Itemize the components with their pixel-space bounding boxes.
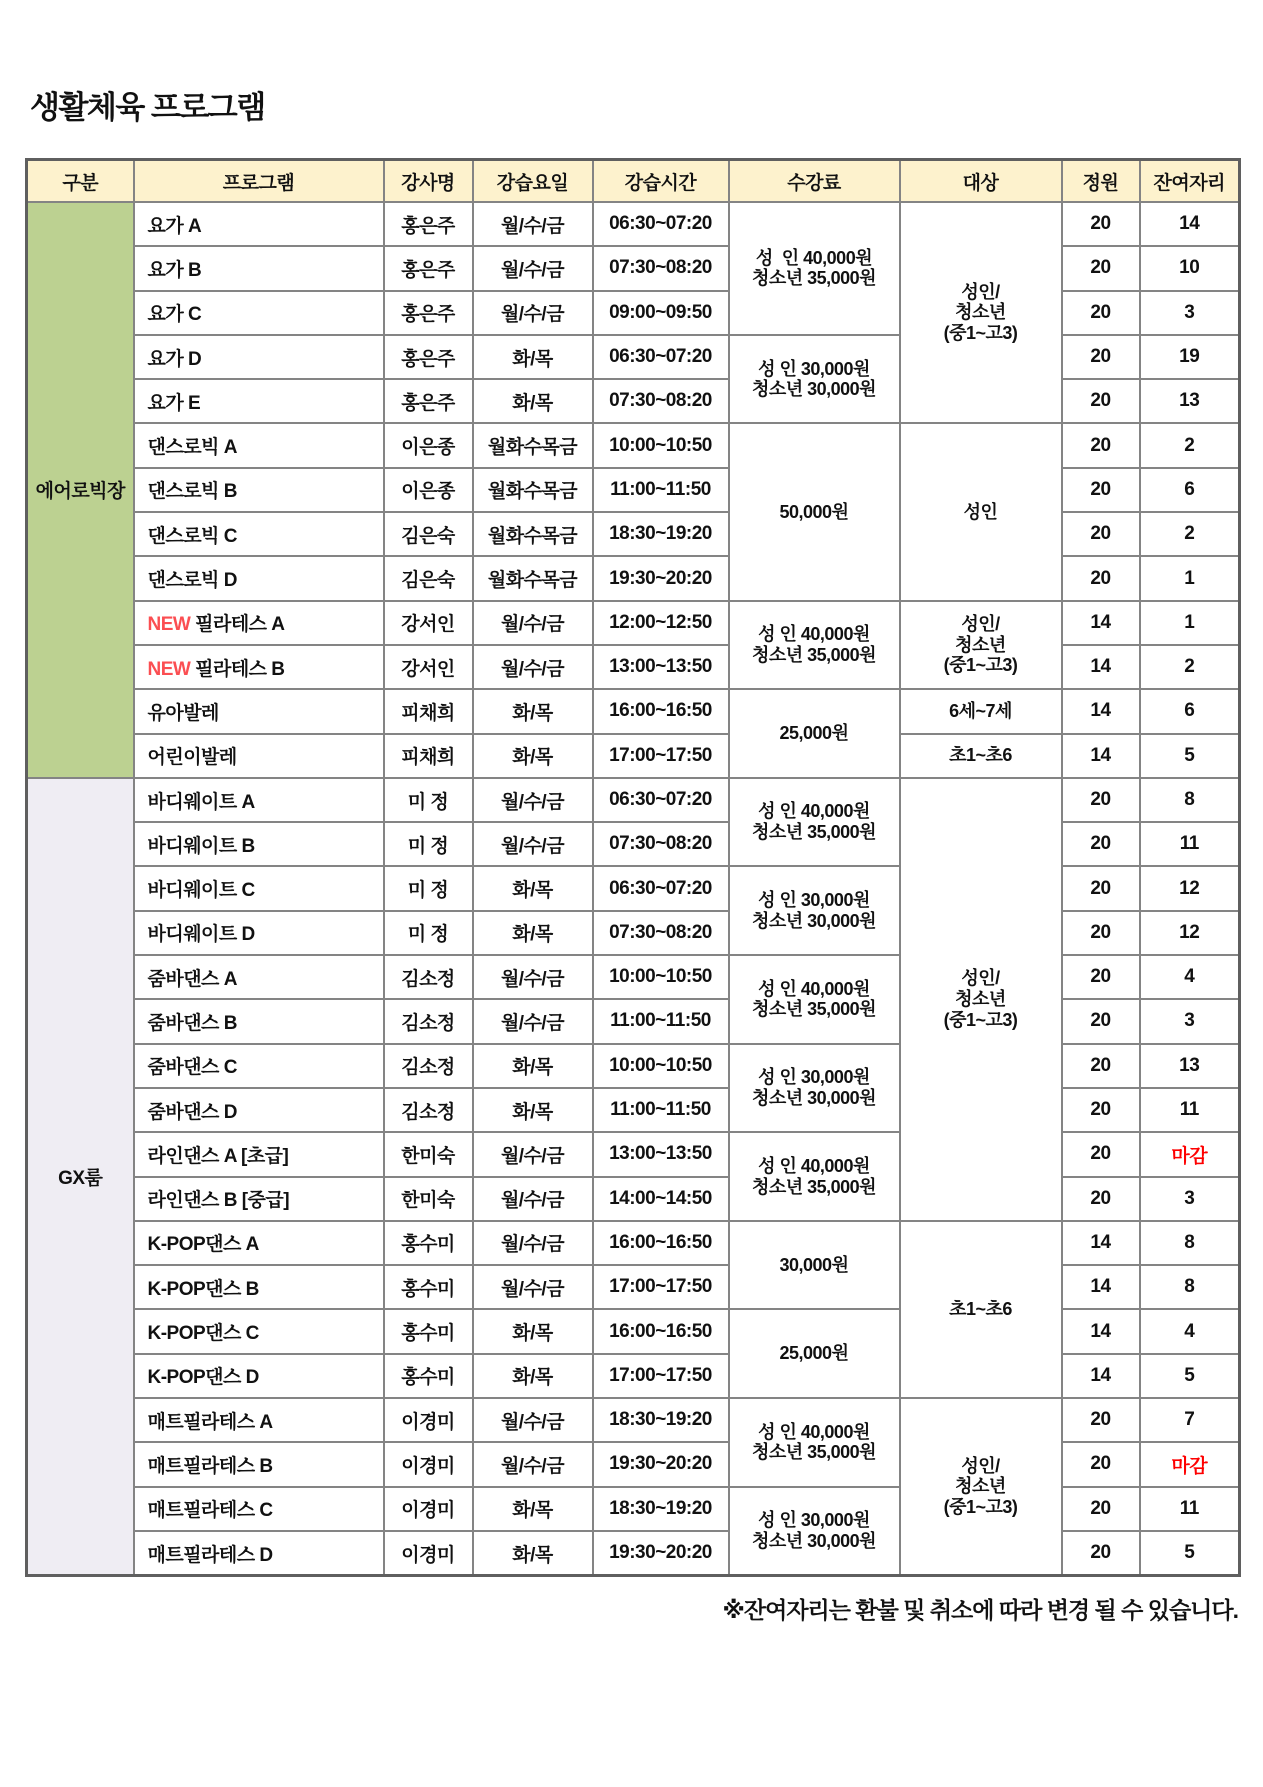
time-cell: 10:00~10:50 (593, 955, 729, 999)
instructor-cell: 홍수미 (384, 1221, 473, 1265)
seats-cell: 2 (1140, 512, 1240, 556)
days-cell: 월/수/금 (473, 1177, 593, 1221)
days-cell: 월화수목금 (473, 556, 593, 600)
capacity-cell: 20 (1062, 556, 1140, 600)
capacity-cell: 14 (1062, 601, 1140, 645)
capacity-cell: 14 (1062, 1354, 1140, 1398)
days-cell: 화/목 (473, 911, 593, 955)
fee-cell: 성 인 30,000원 청소년 30,000원 (729, 1487, 900, 1576)
time-cell: 19:30~20:20 (593, 556, 729, 600)
days-cell: 화/목 (473, 734, 593, 778)
target-cell: 초1~초6 (900, 734, 1062, 778)
days-cell: 월/수/금 (473, 999, 593, 1043)
capacity-cell: 20 (1062, 512, 1140, 556)
capacity-cell: 14 (1062, 689, 1140, 733)
seats-cell: 5 (1140, 734, 1240, 778)
seats-cell: 8 (1140, 778, 1240, 822)
instructor-cell: 피채희 (384, 734, 473, 778)
seats-cell: 3 (1140, 1177, 1240, 1221)
program-cell: 요가 B (134, 246, 384, 290)
instructor-cell: 이은종 (384, 423, 473, 467)
table-body (27, 202, 1240, 1576)
capacity-cell: 20 (1062, 1132, 1140, 1176)
program-cell (134, 601, 384, 645)
time-cell: 17:00~17:50 (593, 734, 729, 778)
time-cell: 19:30~20:20 (593, 1442, 729, 1486)
new-badge: NEW (147, 658, 196, 680)
time-cell: 18:30~19:20 (593, 1398, 729, 1442)
table-row (27, 778, 1240, 822)
fee-cell: 성 인 30,000원 청소년 30,000원 (729, 866, 900, 955)
days-cell: 월/수/금 (473, 291, 593, 335)
program-cell: K-POP댄스 A (134, 1221, 384, 1265)
capacity-cell: 20 (1062, 1044, 1140, 1088)
days-cell: 월/수/금 (473, 202, 593, 246)
capacity-cell: 20 (1062, 246, 1140, 290)
instructor-cell: 홍수미 (384, 1265, 473, 1309)
instructor-cell: 미 정 (384, 822, 473, 866)
days-cell: 월/수/금 (473, 246, 593, 290)
program-cell: 댄스로빅 D (134, 556, 384, 600)
instructor-cell: 김소정 (384, 999, 473, 1043)
instructor-cell: 미 정 (384, 778, 473, 822)
days-cell: 화/목 (473, 1487, 593, 1531)
instructor-cell: 강서인 (384, 601, 473, 645)
program-cell: 매트필라테스 A (134, 1398, 384, 1442)
seats-cell: 4 (1140, 955, 1240, 999)
program-cell: 바디웨이트 D (134, 911, 384, 955)
seats-cell: 13 (1140, 379, 1240, 423)
target-cell: 초1~초6 (900, 1221, 1062, 1398)
program-cell: 매트필라테스 D (134, 1531, 384, 1576)
target-cell: 성인/ 청소년 (중1~고3) (900, 202, 1062, 423)
days-cell: 월/수/금 (473, 1221, 593, 1265)
time-cell: 07:30~08:20 (593, 911, 729, 955)
seats-cell: 5 (1140, 1354, 1240, 1398)
program-cell: 줌바댄스 D (134, 1088, 384, 1132)
fee-cell: 성 인 40,000원 청소년 35,000원 (729, 778, 900, 867)
instructor-cell: 이경미 (384, 1398, 473, 1442)
table-row (27, 423, 1240, 467)
seats-cell: 1 (1140, 556, 1240, 600)
days-cell: 월/수/금 (473, 601, 593, 645)
seats-cell: 14 (1140, 202, 1240, 246)
instructor-cell: 김은숙 (384, 556, 473, 600)
seats-cell: 11 (1140, 1088, 1240, 1132)
days-cell: 월/수/금 (473, 645, 593, 689)
seats-cell: 3 (1140, 291, 1240, 335)
program-cell (134, 645, 384, 689)
seats-cell: 8 (1140, 1265, 1240, 1309)
program-cell: 요가 C (134, 291, 384, 335)
instructor-cell: 이경미 (384, 1531, 473, 1576)
seats-cell: 11 (1140, 822, 1240, 866)
time-cell: 16:00~16:50 (593, 1309, 729, 1353)
days-cell: 화/목 (473, 1309, 593, 1353)
capacity-cell: 20 (1062, 1442, 1140, 1486)
capacity-cell: 20 (1062, 291, 1140, 335)
time-cell: 11:00~11:50 (593, 468, 729, 512)
seats-cell: 마감 (1140, 1132, 1240, 1176)
time-cell: 09:00~09:50 (593, 291, 729, 335)
time-cell: 06:30~07:20 (593, 866, 729, 910)
capacity-cell: 20 (1062, 822, 1140, 866)
time-cell: 07:30~08:20 (593, 379, 729, 423)
days-cell: 월/수/금 (473, 1442, 593, 1486)
table-header (27, 160, 1240, 203)
program-cell: 줌바댄스 A (134, 955, 384, 999)
seats-cell: 13 (1140, 1044, 1240, 1088)
fee-cell: 성 인 30,000원 청소년 30,000원 (729, 1044, 900, 1133)
time-cell: 17:00~17:50 (593, 1265, 729, 1309)
capacity-cell: 20 (1062, 999, 1140, 1043)
fee-cell: 성 인 40,000원 청소년 35,000원 (729, 601, 900, 690)
table-row (27, 202, 1240, 246)
capacity-cell: 20 (1062, 1531, 1140, 1576)
instructor-cell: 홍은주 (384, 335, 473, 379)
time-cell: 16:00~16:50 (593, 689, 729, 733)
program-cell: 요가 A (134, 202, 384, 246)
program-cell: 유아발레 (134, 689, 384, 733)
seats-cell: 7 (1140, 1398, 1240, 1442)
col-header-capacity: 정원 (1062, 160, 1140, 203)
program-cell: 어린이발레 (134, 734, 384, 778)
instructor-cell: 미 정 (384, 866, 473, 910)
time-cell: 19:30~20:20 (593, 1531, 729, 1576)
time-cell: 07:30~08:20 (593, 822, 729, 866)
seats-cell: 19 (1140, 335, 1240, 379)
target-cell: 성인/ 청소년 (중1~고3) (900, 778, 1062, 1221)
seats-cell: 12 (1140, 911, 1240, 955)
days-cell: 화/목 (473, 1354, 593, 1398)
col-header-days: 강습요일 (473, 160, 593, 203)
time-cell: 12:00~12:50 (593, 601, 729, 645)
instructor-cell: 홍은주 (384, 246, 473, 290)
seats-cell: 8 (1140, 1221, 1240, 1265)
seats-cell: 11 (1140, 1487, 1240, 1531)
instructor-cell: 피채희 (384, 689, 473, 733)
capacity-cell: 20 (1062, 866, 1140, 910)
capacity-cell: 20 (1062, 1398, 1140, 1442)
target-cell: 성인/ 청소년 (중1~고3) (900, 1398, 1062, 1576)
days-cell: 월/수/금 (473, 822, 593, 866)
program-cell: 바디웨이트 A (134, 778, 384, 822)
col-header-category: 구분 (27, 160, 134, 203)
program-cell: 매트필라테스 B (134, 1442, 384, 1486)
time-cell: 11:00~11:50 (593, 999, 729, 1043)
seats-cell: 5 (1140, 1531, 1240, 1576)
time-cell: 13:00~13:50 (593, 1132, 729, 1176)
target-cell: 성인 (900, 423, 1062, 600)
capacity-cell: 20 (1062, 955, 1140, 999)
instructor-cell: 미 정 (384, 911, 473, 955)
program-cell: 라인댄스 B [중급] (134, 1177, 384, 1221)
page-title: 생활체육 프로그램 (30, 90, 265, 125)
days-cell: 월/수/금 (473, 1265, 593, 1309)
col-header-target: 대상 (900, 160, 1062, 203)
program-name: 필라테스 B (195, 658, 285, 680)
target-cell: 6세~7세 (900, 689, 1062, 733)
program-cell: 댄스로빅 A (134, 423, 384, 467)
instructor-cell: 홍은주 (384, 291, 473, 335)
time-cell: 13:00~13:50 (593, 645, 729, 689)
fee-cell: 25,000원 (729, 1309, 900, 1398)
program-cell: 매트필라테스 C (134, 1487, 384, 1531)
days-cell: 화/목 (473, 1088, 593, 1132)
seats-cell: 2 (1140, 423, 1240, 467)
capacity-cell: 14 (1062, 645, 1140, 689)
capacity-cell: 20 (1062, 379, 1140, 423)
capacity-cell: 20 (1062, 778, 1140, 822)
program-cell: K-POP댄스 D (134, 1354, 384, 1398)
time-cell: 10:00~10:50 (593, 423, 729, 467)
table-row (27, 1398, 1240, 1442)
seats-cell: 12 (1140, 866, 1240, 910)
program-name: 필라테스 A (195, 614, 285, 636)
days-cell: 화/목 (473, 689, 593, 733)
days-cell: 월/수/금 (473, 1132, 593, 1176)
seats-cell: 4 (1140, 1309, 1240, 1353)
time-cell: 10:00~10:50 (593, 1044, 729, 1088)
program-cell: 댄스로빅 B (134, 468, 384, 512)
program-cell: 바디웨이트 B (134, 822, 384, 866)
capacity-cell: 20 (1062, 1487, 1140, 1531)
capacity-cell: 20 (1062, 911, 1140, 955)
capacity-cell: 20 (1062, 423, 1140, 467)
category-cell: 에어로빅장 (27, 202, 134, 778)
time-cell: 06:30~07:20 (593, 778, 729, 822)
seats-cell: 2 (1140, 645, 1240, 689)
days-cell: 화/목 (473, 866, 593, 910)
program-schedule-table (25, 158, 1241, 1577)
table-row (27, 1221, 1240, 1265)
header-row (27, 160, 1240, 203)
fee-cell: 30,000원 (729, 1221, 900, 1310)
capacity-cell: 14 (1062, 1221, 1140, 1265)
fee-cell: 성 인 40,000원 청소년 35,000원 (729, 1398, 900, 1487)
program-cell: K-POP댄스 C (134, 1309, 384, 1353)
time-cell: 17:00~17:50 (593, 1354, 729, 1398)
seats-cell: 1 (1140, 601, 1240, 645)
capacity-cell: 20 (1062, 335, 1140, 379)
capacity-cell: 14 (1062, 1265, 1140, 1309)
table-row (27, 734, 1240, 778)
fee-cell: 성 인 40,000원 청소년 35,000원 (729, 1132, 900, 1221)
seats-cell: 6 (1140, 468, 1240, 512)
instructor-cell: 김은숙 (384, 512, 473, 556)
days-cell: 월/수/금 (473, 1398, 593, 1442)
category-cell: GX룸 (27, 778, 134, 1576)
table-row (27, 601, 1240, 645)
days-cell: 월/수/금 (473, 778, 593, 822)
capacity-cell: 14 (1062, 734, 1140, 778)
capacity-cell: 20 (1062, 202, 1140, 246)
instructor-cell: 김소정 (384, 955, 473, 999)
days-cell: 월화수목금 (473, 512, 593, 556)
time-cell: 18:30~19:20 (593, 512, 729, 556)
instructor-cell: 한미숙 (384, 1177, 473, 1221)
instructor-cell: 김소정 (384, 1044, 473, 1088)
instructor-cell: 홍수미 (384, 1309, 473, 1353)
table-row (27, 689, 1240, 733)
time-cell: 06:30~07:20 (593, 335, 729, 379)
instructor-cell: 홍은주 (384, 379, 473, 423)
instructor-cell: 이경미 (384, 1442, 473, 1486)
program-cell: K-POP댄스 B (134, 1265, 384, 1309)
capacity-cell: 20 (1062, 468, 1140, 512)
seats-cell: 6 (1140, 689, 1240, 733)
time-cell: 07:30~08:20 (593, 246, 729, 290)
instructor-cell: 강서인 (384, 645, 473, 689)
time-cell: 16:00~16:50 (593, 1221, 729, 1265)
program-cell: 바디웨이트 C (134, 866, 384, 910)
col-header-instructor: 강사명 (384, 160, 473, 203)
program-cell: 요가 E (134, 379, 384, 423)
time-cell: 06:30~07:20 (593, 202, 729, 246)
new-badge: NEW (147, 614, 196, 636)
time-cell: 14:00~14:50 (593, 1177, 729, 1221)
days-cell: 화/목 (473, 379, 593, 423)
instructor-cell: 이은종 (384, 468, 473, 512)
days-cell: 월/수/금 (473, 955, 593, 999)
days-cell: 화/목 (473, 1531, 593, 1576)
col-header-seats: 잔여자리 (1140, 160, 1240, 203)
fee-cell: 25,000원 (729, 689, 900, 778)
footer-note: ※잔여자리는 환불 및 취소에 따라 변경 될 수 있습니다. (722, 1597, 1238, 1623)
instructor-cell: 홍수미 (384, 1354, 473, 1398)
capacity-cell: 20 (1062, 1177, 1140, 1221)
instructor-cell: 한미숙 (384, 1132, 473, 1176)
capacity-cell: 14 (1062, 1309, 1140, 1353)
time-cell: 18:30~19:20 (593, 1487, 729, 1531)
program-cell: 줌바댄스 C (134, 1044, 384, 1088)
days-cell: 월화수목금 (473, 468, 593, 512)
col-header-time: 강습시간 (593, 160, 729, 203)
col-header-program: 프로그램 (134, 160, 384, 203)
days-cell: 화/목 (473, 335, 593, 379)
fee-cell: 50,000원 (729, 423, 900, 600)
program-cell: 라인댄스 A [초급] (134, 1132, 384, 1176)
instructor-cell: 이경미 (384, 1487, 473, 1531)
program-cell: 요가 D (134, 335, 384, 379)
target-cell: 성인/ 청소년 (중1~고3) (900, 601, 1062, 690)
program-cell: 줌바댄스 B (134, 999, 384, 1043)
instructor-cell: 김소정 (384, 1088, 473, 1132)
time-cell: 11:00~11:50 (593, 1088, 729, 1132)
fee-cell: 성 인 40,000원 청소년 35,000원 (729, 202, 900, 335)
seats-cell: 마감 (1140, 1442, 1240, 1486)
seats-cell: 3 (1140, 999, 1240, 1043)
col-header-fee: 수강료 (729, 160, 900, 203)
fee-cell: 성 인 40,000원 청소년 35,000원 (729, 955, 900, 1044)
capacity-cell: 20 (1062, 1088, 1140, 1132)
program-cell: 댄스로빅 C (134, 512, 384, 556)
fee-cell: 성 인 30,000원 청소년 30,000원 (729, 335, 900, 424)
seats-cell: 10 (1140, 246, 1240, 290)
instructor-cell: 홍은주 (384, 202, 473, 246)
days-cell: 월화수목금 (473, 423, 593, 467)
days-cell: 화/목 (473, 1044, 593, 1088)
